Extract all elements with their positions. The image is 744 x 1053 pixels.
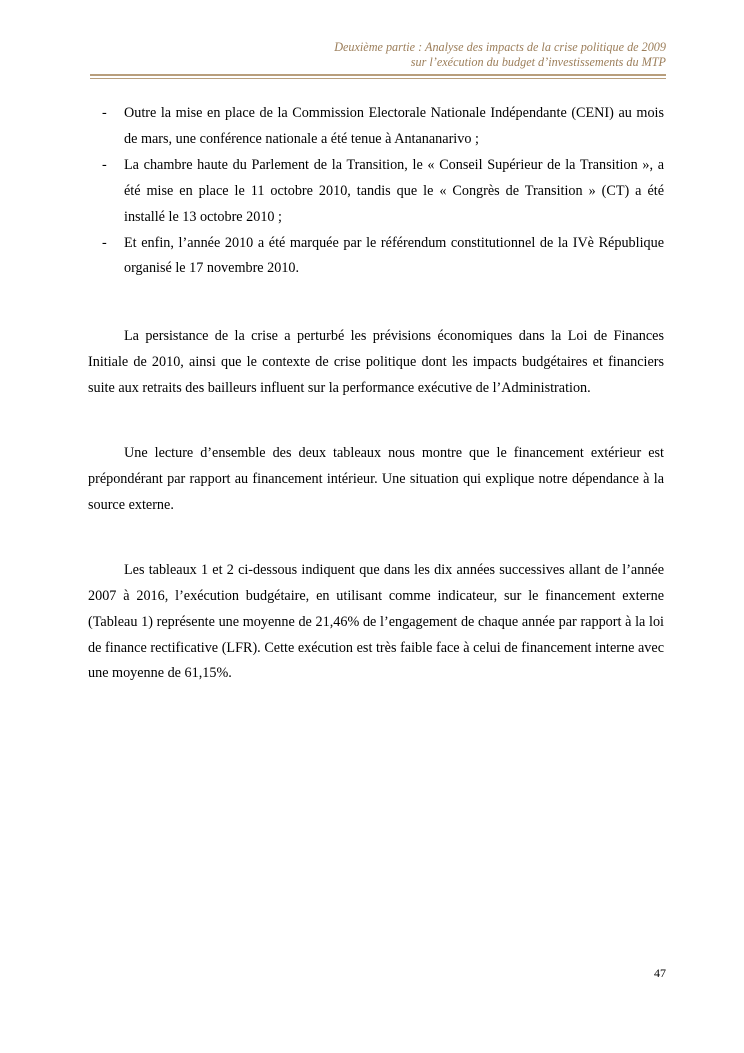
body-content: [88, 101, 664, 687]
paragraph-financing-overview: Une lecture d’ensemble des deux tableaux nous montre que le financement extérieur est prépondérant par rapport au financement intérieur. Une situation qui explique notre dépendance à la source externe.: [88, 445, 664, 513]
header-rule: [90, 74, 666, 76]
bullet-text: Outre la mise en place de la Commission Electorale Nationale Indépendante (CENI) au mois de mars, une conférence nationale a été tenue à Antananarivo ;: [124, 105, 664, 147]
bullet-dash: -: [102, 234, 107, 251]
bullet-text: Et enfin, l’année 2010 a été marquée par le référendum constitutionnel de la IVè République organisé le 17 novembre 2010.: [124, 234, 664, 277]
bullet-dash: -: [102, 156, 107, 173]
paragraph-tables-summary: Les tableaux 1 et 2 ci-dessous indiquent que dans les dix années successives allant de l’année 2007 à 2016, l’exécution budgétaire, en utilisant comme indicateur, sur le financement externe (Tableau 1) représente une moyenne de 21,46% de l’engagement de chaque année par rapport à la loi de finance rectificative (LFR). Cette exécution est très faible face à celui de financement interne avec une moyenne de 61,15%.: [88, 561, 664, 682]
paragraph-crisis-persistence: La persistance de la crise a perturbé les prévisions économiques dans la Loi de Finances Initiale de 2010, ainsi que le contexte de crise politique dont les impacts budgétaires et financiers suite aux retraits des bailleurs influent sur la performance exécutive de l’Administration.: [88, 328, 664, 397]
list-item: [88, 153, 664, 231]
bullet-list: [88, 101, 664, 282]
header-line-2: sur l’exécution du budget d’investissements du MTP: [410, 55, 666, 69]
bullet-text: La chambre haute du Parlement de la Transition, le « Conseil Supérieur de la Transition », a été mise en place le 11 octobre 2010, tandis que le « Congrès de Transition » (CT) a été installé le 13 octobre 2010 ;: [124, 156, 664, 225]
list-item: [88, 231, 664, 283]
bullet-dash: -: [102, 105, 107, 121]
header-line-1: Deuxième partie : Analyse des impacts de la crise politique de 2009: [334, 40, 666, 54]
running-header: [66, 40, 666, 70]
header-rule-thin: [90, 78, 666, 79]
list-item: [88, 101, 664, 153]
page-number: 47: [654, 966, 666, 980]
